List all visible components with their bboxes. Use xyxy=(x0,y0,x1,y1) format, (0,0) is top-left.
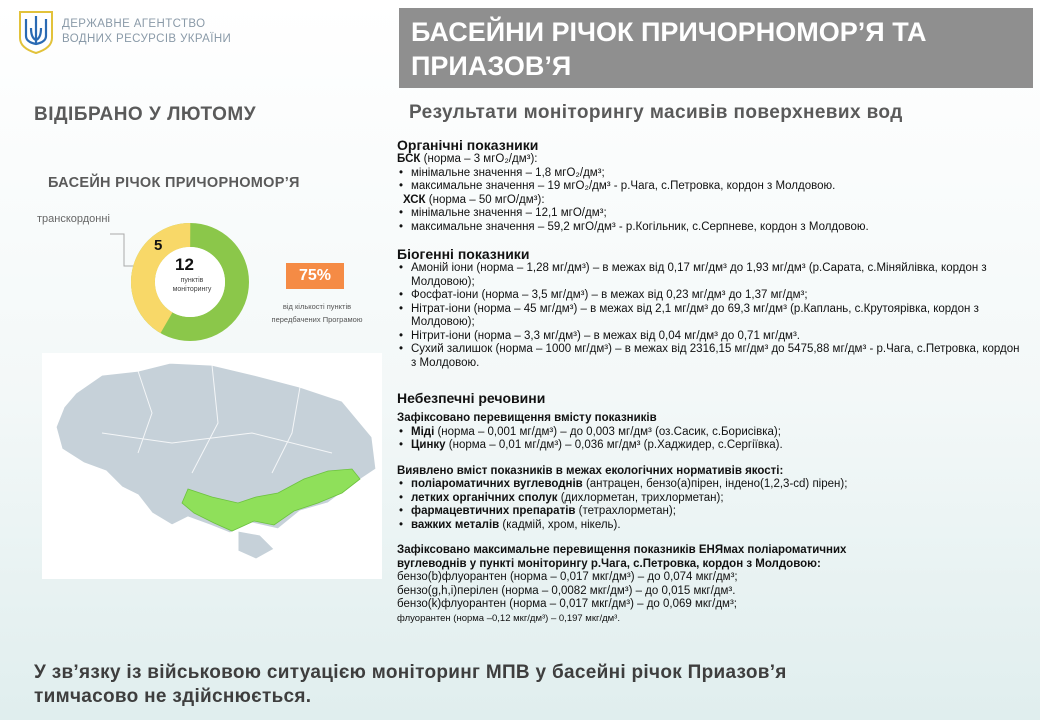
list-item: • максимальне значення – 19 мгО₂/дм³ - р.Чага, с.Петровка, кордон з Молдовою. xyxy=(397,180,1027,194)
max-exceed-last: флуорантен (норма –0,12 мкг/дм³) – 0,197 мкг/дм³. xyxy=(397,612,620,624)
list-item: • максимальне значення – 59,2 мгО/дм³ - р.Когільник, с.Серпневе, кордон з Молдовою. xyxy=(397,221,1027,235)
substance-detail: (тетрахлорметан); xyxy=(575,505,676,517)
substance-group: поліароматичних вуглеводнів xyxy=(411,478,583,490)
hsk-list xyxy=(397,207,1027,234)
agency-logo-block xyxy=(18,10,231,54)
agency-name-line1: ДЕРЖАВНЕ АГЕНТСТВО xyxy=(62,18,206,30)
list-item: • Нітрат-іони (норма – 45 мг/дм³) – в межах від 2,1 мг/дм³ до 69,3 мг/дм³ (р.Каплань, с.Крутоярівка, кордон з Молдовою); xyxy=(397,303,1027,330)
total-points-value: 12 xyxy=(175,255,194,274)
bsk-norm-line xyxy=(397,153,1027,167)
detected-list xyxy=(397,478,1027,532)
list-item xyxy=(397,505,1027,519)
exceed-list xyxy=(397,426,1027,453)
substance-detail: (дихлорметан, трихлорметан); xyxy=(557,491,724,504)
trident-emblem-icon xyxy=(18,10,54,54)
bsk-label: БСК xyxy=(397,153,421,165)
max-exceed-title-line2: вуглеводнів у пункті моніторингу р.Чага, с.Петровка, кордон з Молдовою: xyxy=(397,557,821,570)
bsk-norm: (норма – 3 мгО₂/дм³): xyxy=(420,153,538,165)
monitoring-results-heading: Результати моніторингу масивів поверхневих вод xyxy=(409,102,903,123)
total-points-label-line1: пунктів xyxy=(180,277,204,284)
list-item: • мінімальне значення – 12,1 мгО/дм³; xyxy=(397,207,1027,221)
list-item: • Амоній іони (норма – 1,28 мг/дм³) – в межах від 0,17 мг/дм³ до 1,93 мг/дм³ (р.Сарата, с.Міняйлівка, кордон з Молдовою); xyxy=(397,262,1027,289)
footer-line1: У зв’язку із військовою ситуацією моніторинг МПВ у басейні річок Приазов’я xyxy=(34,662,787,683)
list-item xyxy=(397,439,1027,453)
list-item: • Нітрит-іони (норма – 3,3 мг/дм³) – в межах від 0,04 мг/дм³ до 0,71 мг/дм³. xyxy=(397,330,1027,344)
substance-detail: (кадмій, хром, нікель). xyxy=(499,518,621,531)
substance-group: важких металів xyxy=(411,518,500,531)
page-title xyxy=(399,8,1033,88)
max-exceed-item: бензо(g,h,i)перілен (норма – 0,0082 мкг/дм³) – до 0,015 мкг/дм³. xyxy=(397,584,736,597)
detected-title: Виявлено вміст показників в межах екологічних нормативів якості: xyxy=(397,464,784,477)
list-item xyxy=(397,519,1027,533)
bsk-list xyxy=(397,167,1027,194)
footer-line2: тимчасово не здійснюється. xyxy=(34,686,312,707)
percent-note xyxy=(262,300,372,326)
hsk-label: ХСК xyxy=(403,193,426,206)
hazardous-title: Небезпечні речовини xyxy=(397,390,546,406)
results-content xyxy=(397,137,1027,625)
substance-group: фармацевтичних препаратів xyxy=(411,505,576,517)
exceed-title: Зафіксовано перевищення вмісту показників xyxy=(397,412,657,424)
hsk-norm-line xyxy=(397,194,1027,208)
footer-note xyxy=(34,661,1014,709)
percent-note-line1: від кількості пунктів xyxy=(282,302,352,311)
biogenic-title: Біогенні показники xyxy=(397,246,530,262)
metal-detail: (норма – 0,001 мг/дм³) – до 0,003 мг/дм³ (оз.Сасик, с.Борисівка); xyxy=(434,425,781,438)
transboundary-label: транскордонні xyxy=(37,213,110,225)
list-item xyxy=(397,426,1027,440)
list-item: • мінімальне значення – 1,8 мгО₂/дм³; xyxy=(397,167,1027,181)
ukraine-basin-map xyxy=(42,353,382,579)
metal-detail: (норма – 0,01 мг/дм³) – 0,036 мг/дм³ (р.Хаджидер, с.Сергіївка). xyxy=(445,439,783,451)
max-exceed-title-line1: Зафіксовано максимальне перевищення показників ЕНЯмах поліароматичних xyxy=(397,544,847,556)
page-title-line2: ПРИАЗОВ’Я xyxy=(411,51,572,81)
hsk-norm: (норма – 50 мгО/дм³): xyxy=(425,193,545,206)
transboundary-value: 5 xyxy=(154,237,163,254)
page-title-line1: БАСЕЙНИ РІЧОК ПРИЧОРНОМОР’Я ТА xyxy=(411,17,927,47)
percent-note-line2: передбачених Програмою xyxy=(271,315,363,324)
monitoring-donut-chart xyxy=(130,222,250,342)
max-exceed-item: бензо(k)флуорантен (норма – 0,017 мкг/дм³) – до 0,069 мкг/дм³; xyxy=(397,598,737,610)
substance-group: летких органічних сполук xyxy=(411,491,558,504)
list-item: • Фосфат-іони (норма – 3,5 мг/дм³) – в межах від 0,23 мг/дм³ до 1,37 мг/дм³; xyxy=(397,289,1027,303)
metal-name: Цинку xyxy=(411,439,446,451)
substance-detail: (антрацен, бензо(а)пірен, індено(1,2,3-cd) пірен); xyxy=(582,478,848,490)
max-exceed-item: бензо(b)флуорантен (норма – 0,017 мкг/дм³) – до 0,074 мкг/дм³; xyxy=(397,571,738,583)
basin-heading: БАСЕЙН РІЧОК ПРИЧОРНОМОР’Я xyxy=(48,175,300,191)
max-exceed-title xyxy=(397,544,1027,571)
total-points-label-line2: моніторингу xyxy=(172,286,212,293)
sampled-heading: ВІДІБРАНО У ЛЮТОМУ xyxy=(34,104,257,125)
list-item: • Сухий залишок (норма – 1000 мг/дм³) – в межах від 2316,15 мг/дм³ до 5475,88 мг/дм³ - р.Чага, с.Петровка, кордон з Молдовою. xyxy=(397,343,1027,370)
metal-name: Міді xyxy=(411,425,435,438)
biogenic-list xyxy=(397,262,1027,370)
percent-badge: 75% xyxy=(286,263,344,289)
list-item xyxy=(397,492,1027,506)
list-item xyxy=(397,478,1027,492)
agency-name-line2: ВОДНИХ РЕСУРСІВ УКРАЇНИ xyxy=(62,33,232,45)
organic-title: Органічні показники xyxy=(397,137,539,153)
